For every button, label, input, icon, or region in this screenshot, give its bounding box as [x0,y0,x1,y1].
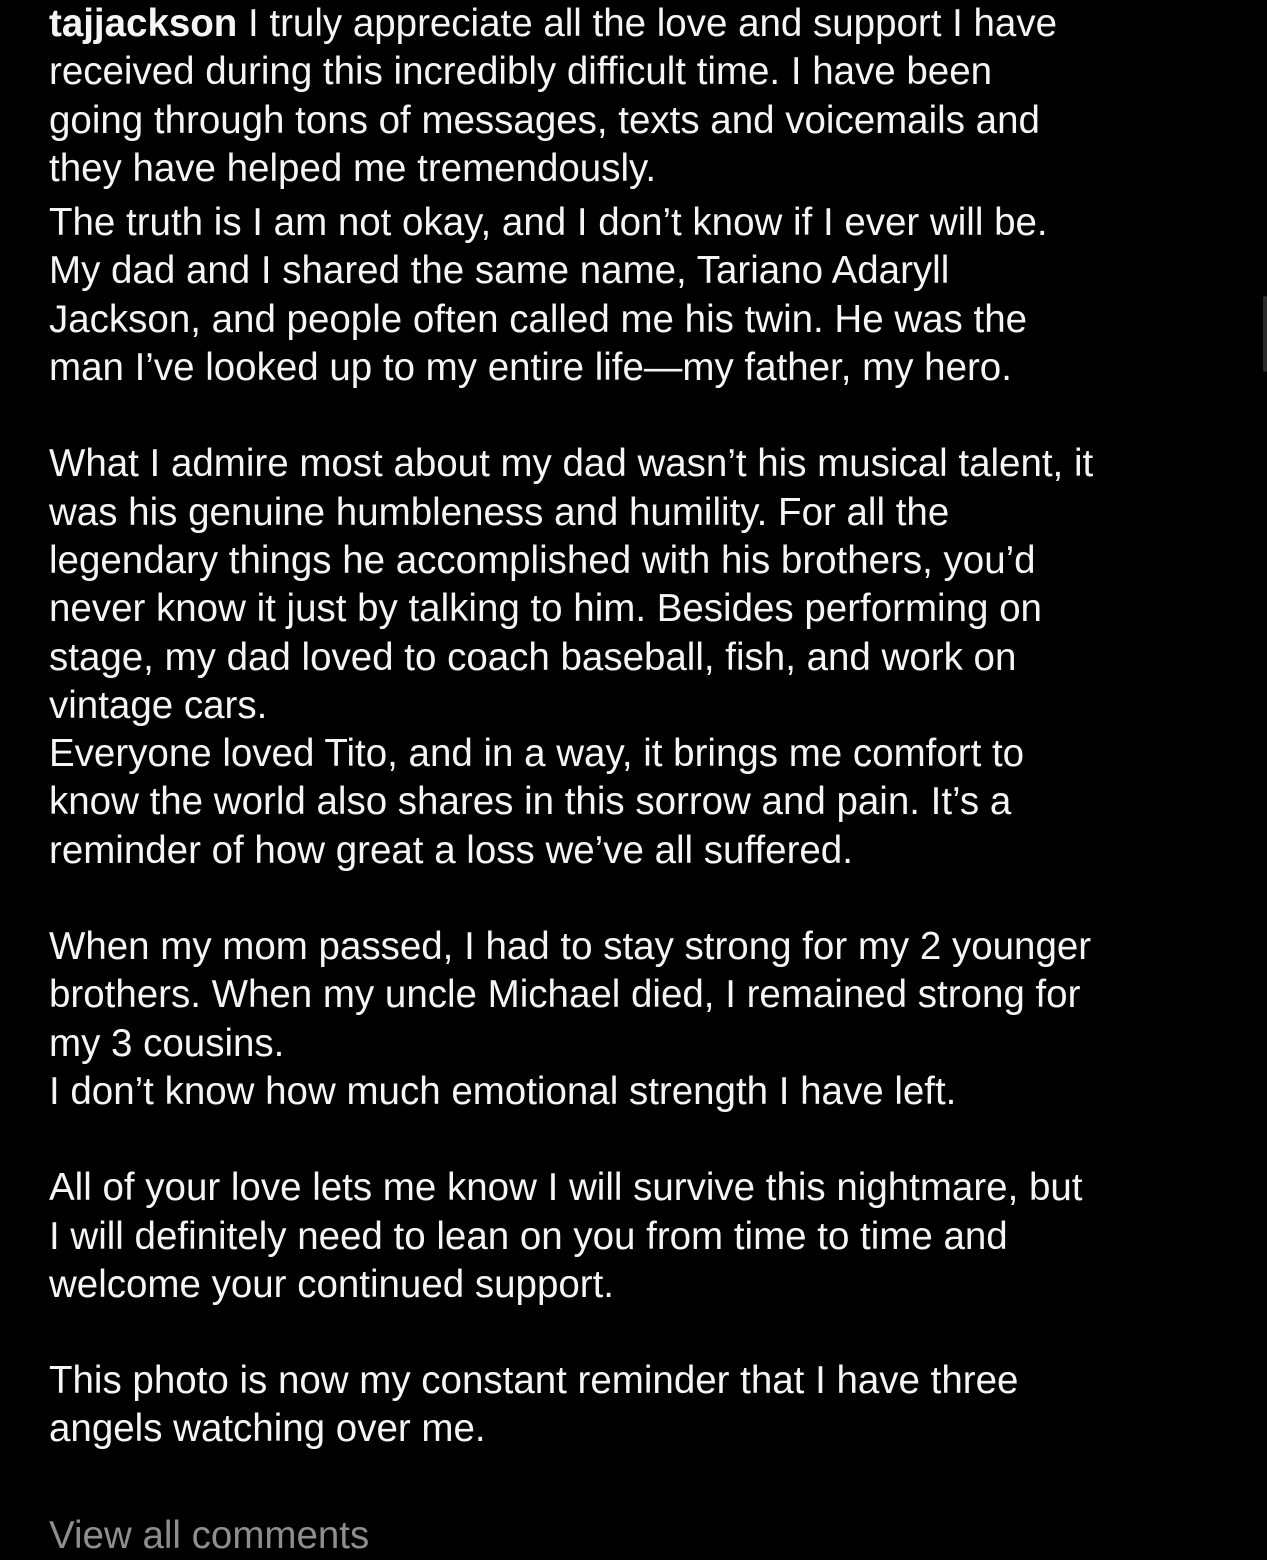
post-caption [49,0,1249,1454]
caption-paragraph-2: The truth is I am not okay, and I don’t know if I ever will be. My dad and I shared the same name, Tariano Adaryll Jackson, and people often called me his twin. He was the man I’ve looked up to my entire life—my father, my hero. [49,201,1048,390]
scrollbar[interactable] [1263,296,1267,372]
caption-paragraph-5: All of your love lets me know I will survive this nightmare, but I will definitely need to lean on you from time to time and welcome your continued support. [49,1166,1083,1306]
caption-paragraph-4: When my mom passed, I had to stay strong for my 2 younger brothers. When my uncle Michael died, I remained strong for my 3 cousins. I don’t know how much emotional strength I have left. [49,925,1092,1113]
caption-paragraph-6: This photo is now my constant reminder that I have three angels watching over me. [49,1359,1019,1451]
caption-paragraph-1 [49,0,1249,193]
caption-text-1: I truly appreciate all the love and support I have received during this incredibly difficult time. I have been going through tons of messages, texts and voicemails and they have helped me tremendously. [49,2,1057,190]
username-link[interactable]: tajjackson [49,2,238,45]
view-all-comments-link[interactable]: View all comments [49,1514,370,1557]
caption-paragraph-3: What I admire most about my dad wasn’t his musical talent, it was his genuine humbleness and humility. For all the legendary things he accomplished with his brothers, you’d never know it just by talking to him. Besides performing on stage, my dad loved to coach baseball, fish, and work on vintage cars. Everyone loved Tito, and in a way, it brings me comfort to know the world also shares in this sorrow and pain. It’s a reminder of how great a loss we’ve all suffered. [49,442,1094,872]
